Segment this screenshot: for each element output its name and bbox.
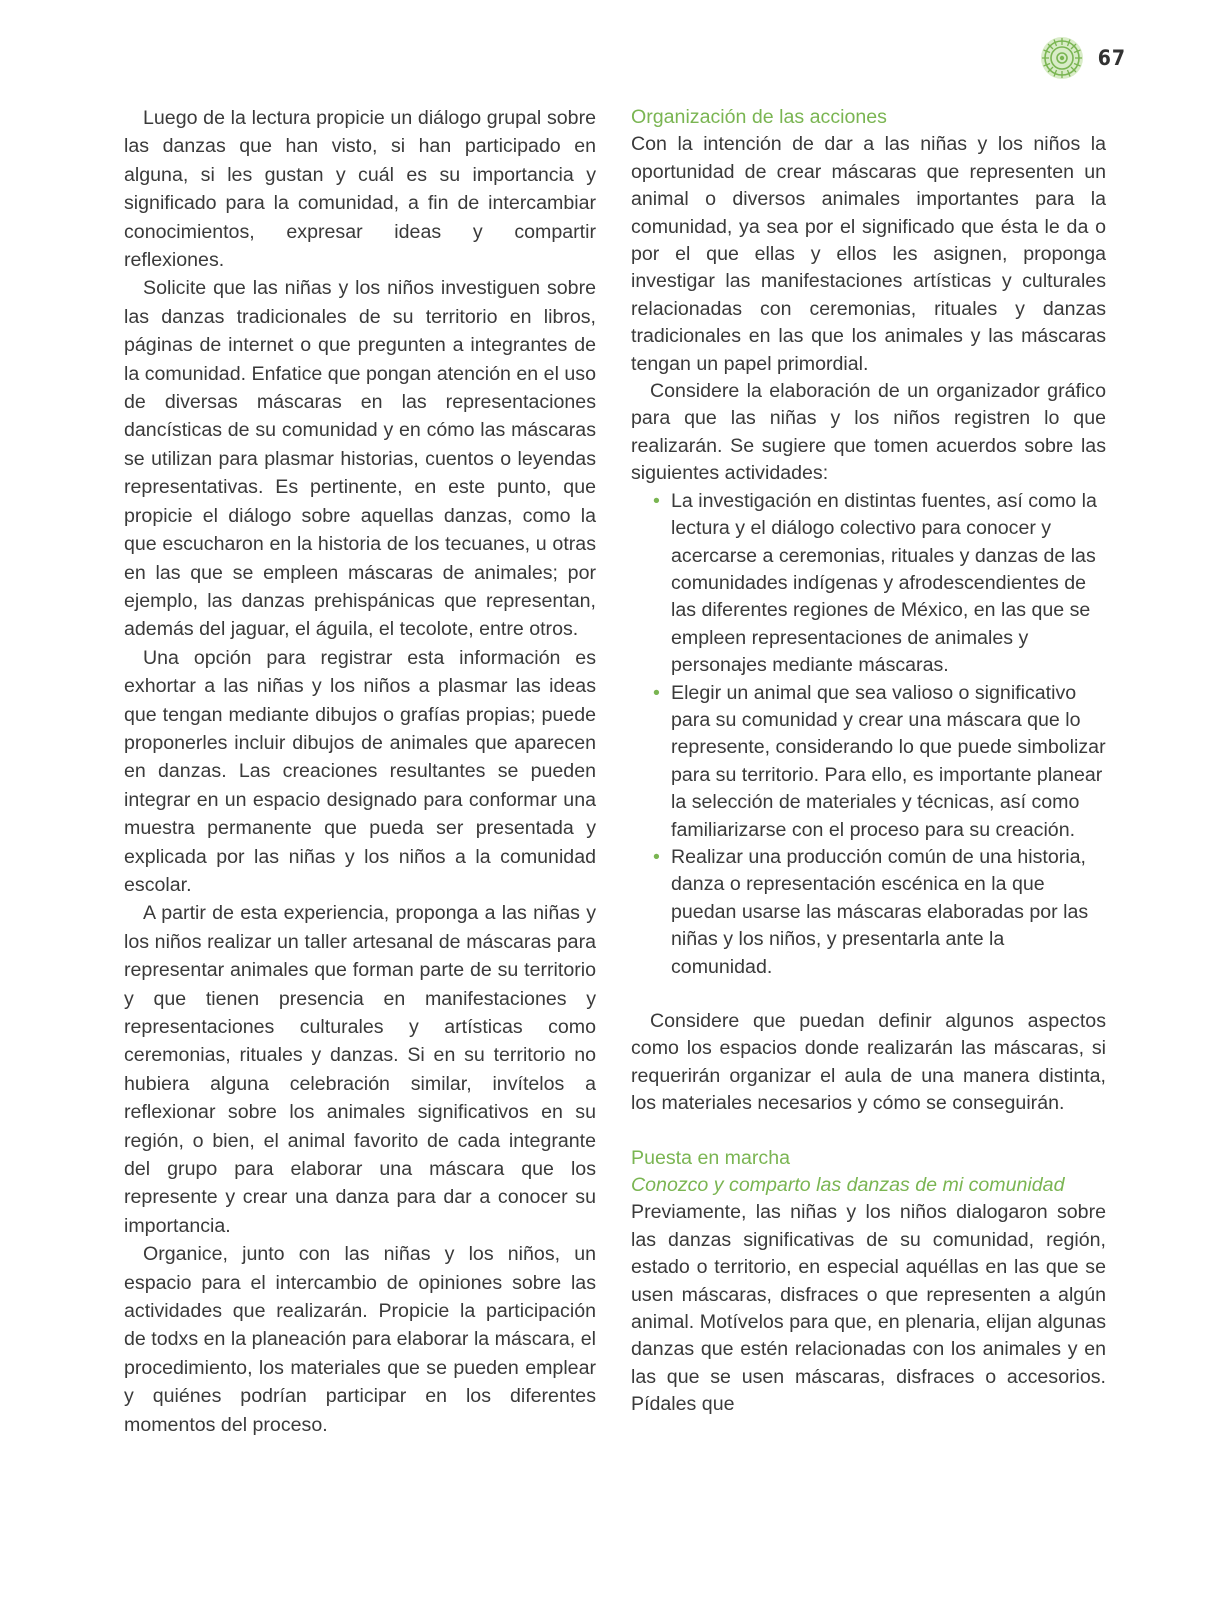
body-paragraph: Considere que puedan definir algunos aspectos como los espacios donde realizarán las máscaras, si requerirán organizar el aula de una manera distinta, los materiales necesarios y cómo se conseguirán. <box>631 1010 1106 1115</box>
body-paragraph: Previamente, las niñas y los niños dialogaron sobre las danzas significativas de su comunidad, región, estado o territorio, en especial aquéllas en las que se usen máscaras, disfraces o que representen a algún animal. Motívelos para que, en plenaria, elijan algunas danzas que estén relacionadas con los animales y en las que se usen máscaras, disfraces o accesorios. Pídales que <box>631 1201 1106 1416</box>
spacer <box>631 981 1106 1008</box>
right-column <box>631 104 1106 1419</box>
left-column <box>124 104 596 1439</box>
body-paragraph: Considere la elaboración de un organizador gráfico para que las niñas y los niños registren lo que realizarán. Se sugiere que tomen acuerdos sobre las siguientes actividades: <box>631 380 1106 485</box>
section-heading: Organización de las acciones <box>631 106 887 128</box>
activity-list <box>631 488 1106 981</box>
body-paragraph: Solicite que las niñas y los niños investiguen sobre las danzas tradicionales de su territorio en libros, páginas de internet o que pregunten a integrantes de la comunidad. Enfatice que pongan atención en el uso de diversas máscaras en las representaciones dancísticas de su comunidad y en cómo las máscaras se utilizan para plasmar historias, cuentos o leyendas representativas. Es pertinente, en este punto, que propicie el diálogo sobre aquellas danzas, como la que escucharon en la historia de los tecuanes, u otras en las que se empleen máscaras de animales; por ejemplo, las danzas prehispánicas que representan, además del jaguar, el águila, el tecolote, entre otros. <box>124 277 596 641</box>
body-paragraph: Con la intención de dar a las niñas y los niños la oportunidad de crear máscaras que representen un animal o diversos animales importantes para la comunidad, ya sea por el significado que ésta le da o por el que ellas y ellos les asignen, proponga investigar las manifestaciones artísticas y culturales relacionadas con ceremonias, rituales y danzas tradicionales en las que los animales y las máscaras tengan un papel primordial. <box>631 133 1106 375</box>
section-heading: Puesta en marcha <box>631 1146 791 1169</box>
list-item: • Elegir un animal que sea valioso o significativo para su comunidad y crear una máscara que lo represente, considerando lo que puede simbolizar para su territorio. Para ello, es importante planear la selección de materiales y técnicas, así como familiarizarse con el proceso para su creación. <box>653 680 1106 844</box>
sun-rosette-icon <box>1040 36 1084 80</box>
list-item: • Realizar una producción común de una historia, danza o representación escénica en la que puedan usarse las máscaras elaboradas por las niñas y los niños, y presentarla ante la comunidad. <box>653 844 1106 981</box>
spacer <box>631 1118 1106 1145</box>
page-number: 67 <box>1097 46 1126 70</box>
list-item: • La investigación en distintas fuentes, así como la lectura y el diálogo colectivo para conocer y acercarse a ceremonias, rituales y danzas de las comunidades indígenas y afrodescendientes de las diferentes regiones de México, en las que se empleen representaciones de animales y personajes mediante máscaras. <box>653 488 1106 680</box>
page-header <box>1040 36 1126 80</box>
body-paragraph: Organice, junto con las niñas y los niños, un espacio para el intercambio de opiniones sobre las actividades que realizarán. Propicie la participación de todxs en la planeación para elaborar la máscara, el procedimiento, los materiales que se pueden emplear y quiénes podrían participar en los diferentes momentos del proceso. <box>124 1243 596 1436</box>
body-paragraph: A partir de esta experiencia, proponga a las niñas y los niños realizar un taller artesanal de máscaras para representar animales que forman parte de su territorio y que tienen presencia en manifestaciones y representaciones culturales y artísticas como ceremonias, rituales y danzas. Si en su territorio no hubiera alguna celebración similar, invítelos a reflexionar sobre los animales significativos en su región, o bien, el animal favorito de cada integrante del grupo para elaborar una máscara que los represente y crear una danza para dar a conocer su importancia. <box>124 902 596 1237</box>
body-paragraph: Luego de la lectura propicie un diálogo grupal sobre las danzas que han visto, si han participado en alguna, si les gustan y cuál es su importancia y significado para la comunidad, a fin de intercambiar conocimientos, expresar ideas y compartir reflexiones. <box>124 107 596 272</box>
body-paragraph: Una opción para registrar esta información es exhortar a las niñas y los niños a plasmar las ideas que tengan mediante dibujos o grafías propias; puede proponerles incluir dibujos de animales que aparecen en danzas. Las creaciones resultantes se pueden integrar en un espacio designado para conformar una muestra permanente que pueda ser presentada y explicada por las niñas y los niños a la comunidad escolar. <box>124 646 596 896</box>
section-subheading: Conozco y comparto las danzas de mi comunidad <box>631 1174 1065 1197</box>
